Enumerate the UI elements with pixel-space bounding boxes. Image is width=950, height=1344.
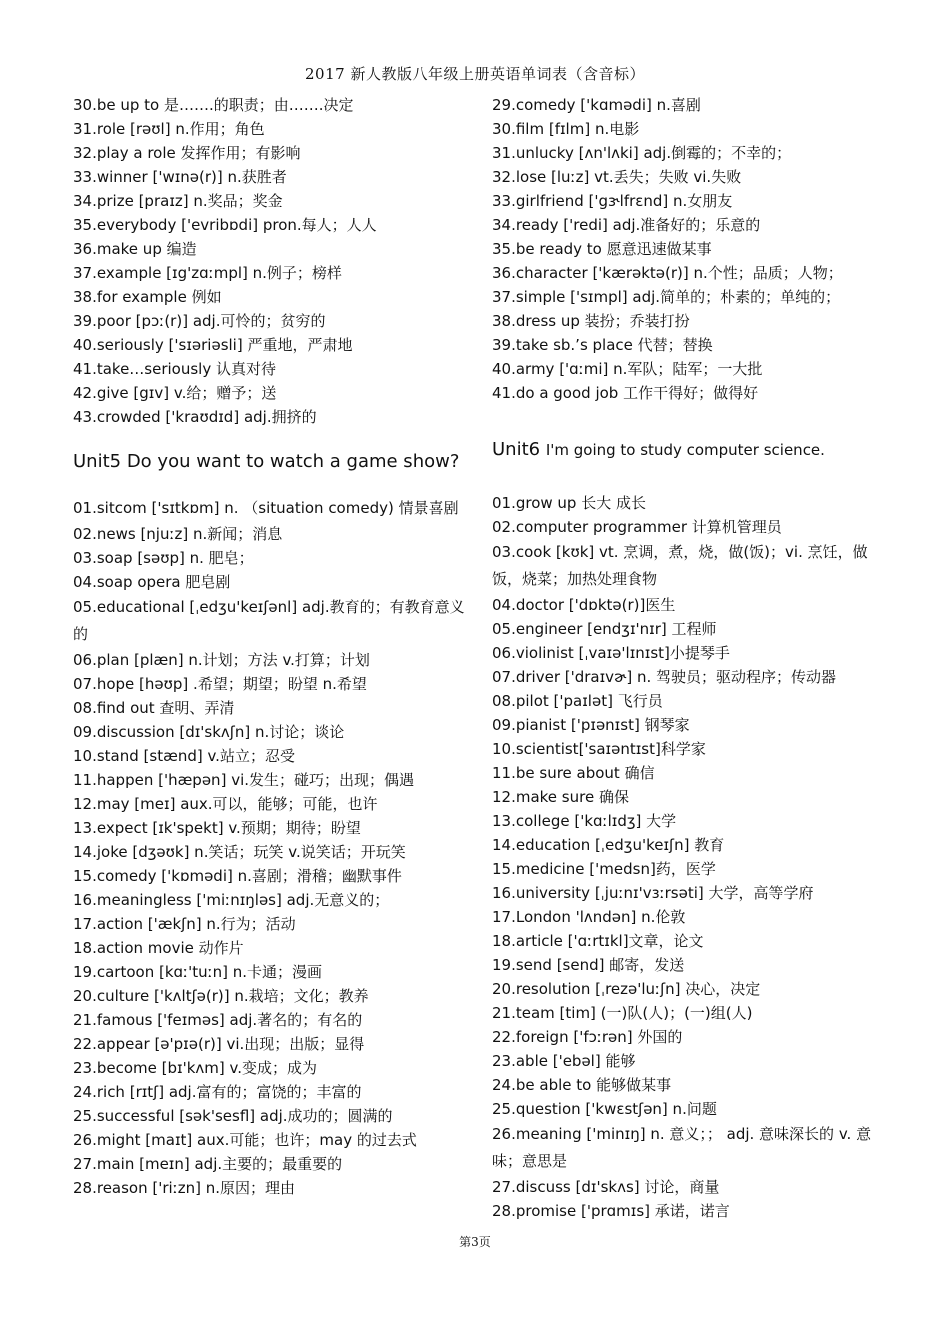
vocab-entry: 30.film [fɪlm] n.电影: [492, 120, 640, 138]
page-title: 2017 新人教版八年级上册英语单词表（含音标）: [305, 65, 645, 83]
vocab-entry: 10.scientist['saɪəntɪst]科学家: [492, 740, 706, 758]
vocab-entry: 23.able ['ebəl] 能够: [492, 1052, 636, 1070]
vocab-entry: 38.dress up 装扮；乔装打扮: [492, 312, 690, 330]
vocab-entry: 05.engineer [endʒɪ'nɪr] 工程师: [492, 620, 717, 638]
vocab-entry: 25.question ['kwɛstʃən] n.问题: [492, 1100, 717, 1118]
vocab-entry: 13.expect [ɪk'spekt] v.预期；期待；盼望: [73, 819, 361, 837]
vocab-entry: 06.violinist [ˌvaɪə'lɪnɪst]小提琴手: [492, 644, 730, 662]
vocab-entry: 34.ready ['redi] adj.准备好的；乐意的: [492, 216, 761, 234]
vocab-entry: 26.might [maɪt] aux.可能；也许；may 的过去式: [73, 1131, 417, 1149]
vocab-entry: 21.team [tim] (一)队(人)；(一)组(人): [492, 1004, 753, 1022]
vocab-entry: 04.soap opera 肥皂剧: [73, 573, 231, 591]
vocab-entry: 33.winner ['wɪnə(r)] n.获胜者: [73, 168, 287, 186]
vocab-entry: 09.discussion [dɪ'skʌʃn] n.讨论；谈论: [73, 723, 345, 741]
vocab-entry: 14.education [ˌedʒu'keɪʃn] 教育: [492, 836, 725, 854]
vocab-entry: 14.joke [dʒəʊk] n.笑话；玩笑 v.说笑话；开玩笑: [73, 843, 406, 861]
vocab-entry: 29.comedy ['kɑmədi] n.喜剧: [492, 96, 701, 114]
vocab-entry: 25.successful [sək'sesfl] adj.成功的；圆满的: [73, 1107, 393, 1125]
right-column: [492, 93, 892, 1223]
vocab-entry: 15.comedy ['kɒmədi] n.喜剧；滑稽；幽默事件: [73, 867, 402, 885]
vocab-entry: 34.prize [praɪz] n.奖品；奖金: [73, 192, 283, 210]
vocab-entry: 12.may [meɪ] aux.可以，能够；可能，也许: [73, 795, 378, 813]
vocab-entry: 16.university [ˌjuːnɪ'vɜːrsəti] 大学，高等学府: [492, 884, 814, 902]
right-top-list: [492, 93, 892, 405]
vocab-entry: 38.for example 例如: [73, 288, 222, 306]
vocab-entry: 22.appear [ə'pɪə(r)] vi.出现；出版；显得: [73, 1035, 365, 1053]
unit6-heading-main: Unit6: [492, 439, 541, 460]
vocab-entry: 16.meaningless ['miːnɪŋləs] adj.无意义的；: [73, 891, 390, 909]
vocab-entry: 04.doctor ['dɒktə(r)]医生: [492, 596, 676, 614]
vocab-entry: 20.resolution [ˌrezə'luːʃn] 决心，决定: [492, 980, 761, 998]
vocab-entry: 01.sitcom ['sɪtkɒm] n. （situation comedy) 情景喜剧: [73, 499, 459, 517]
vocab-entry: 10.stand [stænd] v.站立；忍受: [73, 747, 295, 765]
vocab-entry: 01.grow up 长大 成长: [492, 494, 646, 512]
vocab-entry: 39.poor [pɔː(r)] adj.可怜的；贫穷的: [73, 312, 326, 330]
vocab-entry: 28.promise ['prɑmɪs] 承诺，诺言: [492, 1202, 730, 1220]
vocab-entry: 36.character ['kærəktə(r)] n.个性；品质；人物；: [492, 264, 843, 282]
vocab-entry: 07.driver ['draɪvɚ] n. 驾驶员；驱动程序；传动器: [492, 668, 837, 686]
vocab-entry: 15.medicine ['medsn]药，医学: [492, 860, 716, 878]
vocab-entry: 17.action ['ækʃn] n.行为；活动: [73, 915, 296, 933]
vocab-entry: 36.make up 编造: [73, 240, 197, 258]
unit6-heading-sub: I'm going to study computer science.: [545, 441, 825, 459]
vocab-entry: 21.famous ['feɪməs] adj.著名的；有名的: [73, 1011, 363, 1029]
vocab-entry: 17.London 'lʌndən] n.伦敦: [492, 908, 686, 926]
vocab-entry: 22.foreign ['fɔːrən] 外国的: [492, 1028, 683, 1046]
vocab-entry: 35.be ready to 愿意迅速做某事: [492, 240, 712, 258]
vocab-entry: 03.cook [kʊk] vt. 烹调，煮，烧，做(饭)；vi. 烹饪，做饭，烧菜；加热处理食物: [492, 543, 868, 588]
vocab-entry: 27.main [meɪn] adj.主要的；最重要的: [73, 1155, 343, 1173]
vocab-entry: 11.be sure about 确信: [492, 764, 655, 782]
vocab-entry: 19.send [send] 邮寄，发送: [492, 956, 685, 974]
vocab-entry: 11.happen ['hæpən] vi.发生；碰巧；出现；偶遇: [73, 771, 415, 789]
vocab-entry: 37.example [ɪg'zɑːmpl] n.例子；榜样: [73, 264, 342, 282]
vocab-entry: 40.army ['ɑːmi] n.军队；陆军；一大批: [492, 360, 763, 378]
unit5-heading: Unit5 Do you want to watch a game show?: [73, 451, 460, 472]
vocab-entry: 18.article ['ɑːrtɪkl]文章，论文: [492, 932, 704, 950]
vocab-entry: 18.action movie 动作片: [73, 939, 244, 957]
vocab-entry: 40.seriously ['sɪəriəsli] 严重地，严肃地: [73, 336, 353, 354]
page-number: 第3页: [459, 1235, 491, 1249]
vocab-entry: 12.make sure 确保: [492, 788, 629, 806]
vocab-entry: 41.do a good job 工作干得好；做得好: [492, 384, 759, 402]
vocab-entry: 05.educational [ˌedʒu'keɪʃənl] adj.教育的；有教育意义的: [73, 598, 465, 643]
unit6-list: [492, 491, 892, 1223]
vocab-entry: 26.meaning ['minɪŋ] n. 意义；； adj. 意味深长的 v. 意味；意思是: [492, 1125, 872, 1170]
vocab-entry: 42.give [gɪv] v.给；赠予；送: [73, 384, 277, 402]
vocab-entry: 08.find out 查明、弄清: [73, 699, 235, 717]
vocab-entry: 03.soap [səʊp] n. 肥皂；: [73, 549, 254, 567]
vocab-entry: 32.play a role 发挥作用；有影响: [73, 144, 301, 162]
vocab-entry: 19.cartoon [kɑː'tuːn] n.卡通；漫画: [73, 963, 323, 981]
vocab-entry: 37.simple ['sɪmpl] adj.简单的；朴素的；单纯的；: [492, 288, 841, 306]
vocab-entry: 02.news [njuːz] n.新闻；消息: [73, 525, 283, 543]
left-top-list: [73, 93, 473, 429]
vocab-entry: 08.pilot ['paɪlət] 飞行员: [492, 692, 663, 710]
vocab-entry: 39.take sb.’s place 代替；替换: [492, 336, 713, 354]
vocab-entry: 27.discuss [dɪ'skʌs] 讨论，商量: [492, 1178, 720, 1196]
vocab-entry: 32.lose [luːz] vt.丢失；失败 vi.失败: [492, 168, 742, 186]
vocab-entry: 02.computer programmer 计算机管理员: [492, 518, 782, 536]
vocab-entry: 06.plan [plæn] n.计划；方法 v.打算；计划: [73, 651, 370, 669]
vocab-entry: 31.role [rəʊl] n.作用；角色: [73, 120, 265, 138]
vocab-entry: 30.be up to 是…….的职责；由…….决定: [73, 96, 354, 114]
vocab-entry: 24.be able to 能够做某事: [492, 1076, 672, 1094]
left-column: [73, 93, 473, 1200]
vocab-entry: 20.culture ['kʌltʃə(r)] n.栽培；文化；教养: [73, 987, 369, 1005]
vocab-entry: 33.girlfriend ['gɝlfrɛnd] n.女朋友: [492, 192, 733, 210]
vocab-entry: 23.become [bɪ'kʌm] v.变成；成为: [73, 1059, 317, 1077]
vocab-entry: 24.rich [rɪtʃ] adj.富有的；富饶的；丰富的: [73, 1083, 362, 1101]
vocab-entry: 35.everybody ['evribɒdi] pron.每人；人人: [73, 216, 377, 234]
vocab-entry: 41.take…seriously 认真对待: [73, 360, 276, 378]
vocab-entry: 43.crowded ['kraʊdɪd] adj.拥挤的: [73, 408, 317, 426]
vocab-entry: 07.hope [həʊp] .希望；期望；盼望 n.希望: [73, 675, 367, 693]
unit5-list: [73, 495, 473, 1200]
vocab-entry: 13.college ['kɑːlɪdʒ] 大学: [492, 812, 677, 830]
vocab-entry: 28.reason ['riːzn] n.原因；理由: [73, 1179, 296, 1197]
unit6-heading: [492, 437, 892, 463]
vocab-entry: 31.unlucky [ʌn'lʌki] adj.倒霉的；不幸的；: [492, 144, 792, 162]
vocab-entry: 09.pianist ['pɪənɪst] 钢琴家: [492, 716, 690, 734]
